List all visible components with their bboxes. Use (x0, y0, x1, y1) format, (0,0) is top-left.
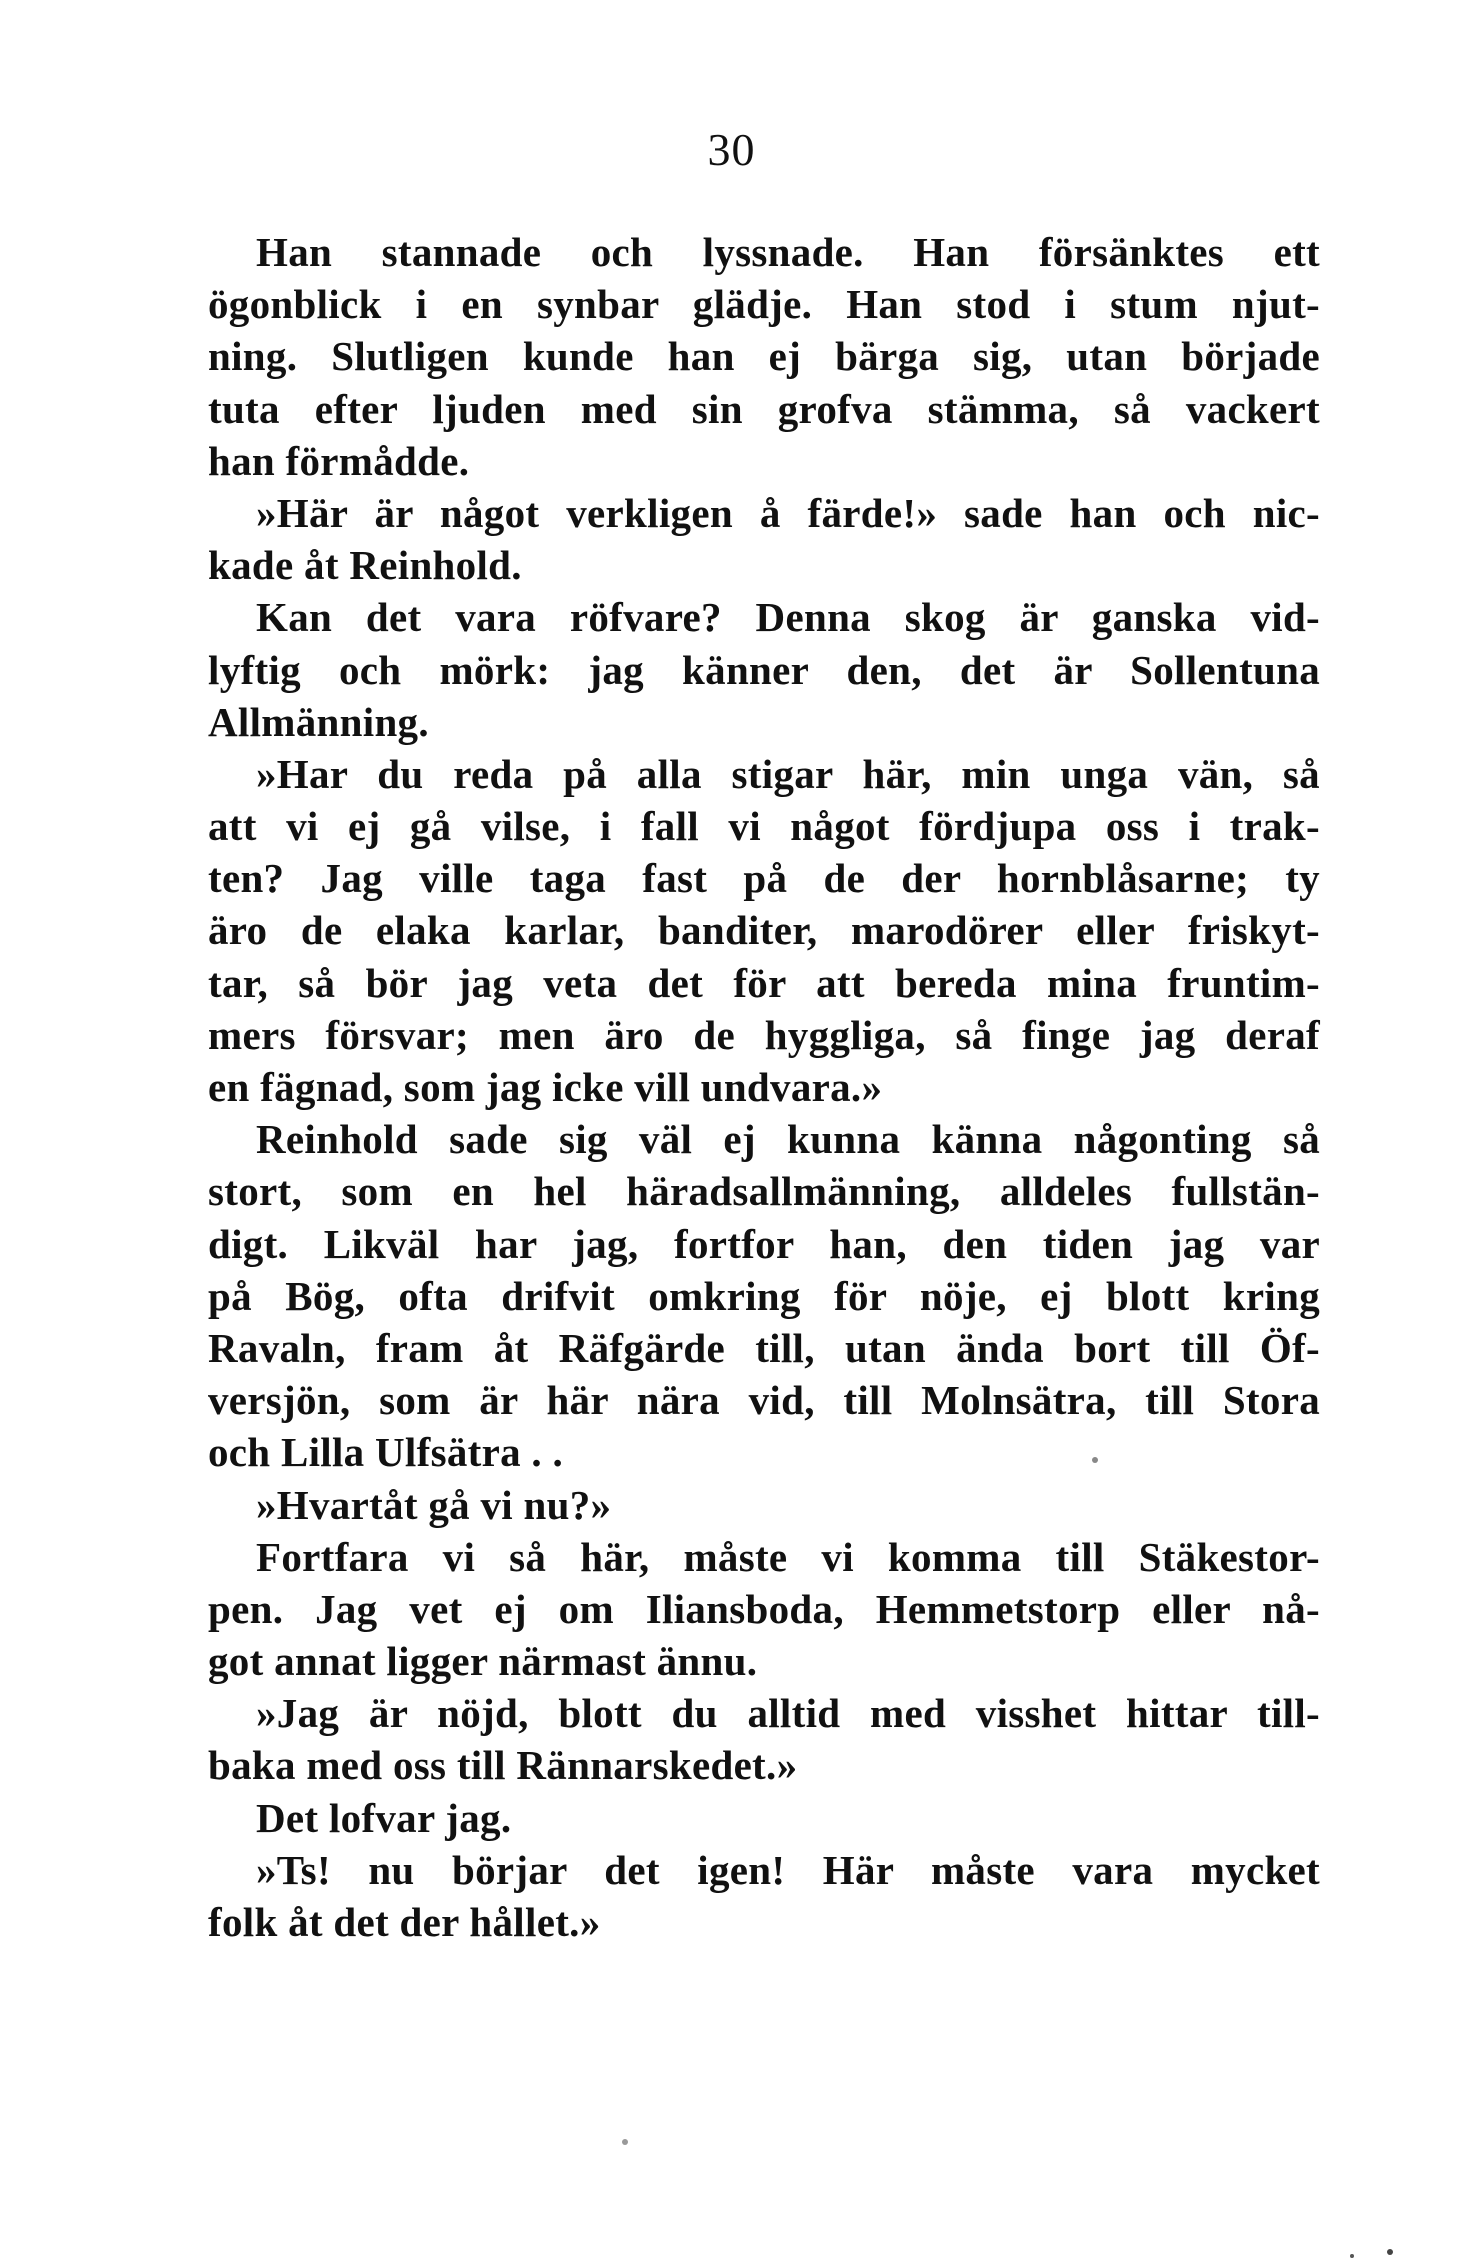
text-line: got annat ligger närmast ännu. (208, 1638, 758, 1685)
text-line: baka med oss till Rännarskedet.» (208, 1742, 798, 1789)
text-line: pen. Jag vet ej om Iliansboda, Hemmetstorp eller nå- (208, 1585, 1320, 1632)
text-line: »Jag är nöjd, blott du alltid med visshet hittar till- (256, 1690, 1320, 1737)
print-speck (622, 2139, 628, 2145)
text-line: Kan det vara röfvare? Denna skog är ganska vid- (256, 594, 1320, 641)
text-line: och Lilla Ulfsätra . . (208, 1429, 564, 1476)
text-line: folk åt det der hållet.» (208, 1899, 601, 1945)
text-line: versjön, som är här nära vid, till Molnsätra, till Stora (208, 1377, 1320, 1424)
text-line: äro de elaka karlar, banditer, marodörer eller friskyt- (208, 907, 1320, 954)
text-line: Fortfara vi så här, måste vi komma till Stäkestor- (256, 1533, 1320, 1580)
text-line: han förmådde. (208, 437, 470, 484)
text-line: »Hvartåt gå vi nu?» (256, 1481, 612, 1528)
text-line: en fägnad, som jag icke vill undvara.» (208, 1064, 883, 1110)
text-line: ten? Jag ville taga fast på de der hornblåsarne; ty (208, 855, 1320, 902)
text-line: kade åt Reinhold. (208, 542, 522, 589)
text-line: mers försvar; men äro de hyggliga, så finge jag deraf (208, 1011, 1320, 1058)
text-line: Han stannade och lyssnade. Han försänktes ett (256, 229, 1320, 275)
text-line: Det lofvar jag. (256, 1794, 512, 1841)
page-number: 30 (707, 124, 756, 175)
text-line: Reinhold sade sig väl ej kunna känna någonting så (256, 1116, 1320, 1163)
text-line: tuta efter ljuden med sin grofva stämma, så vackert (208, 385, 1320, 432)
text-line: stort, som en hel häradsallmänning, alldeles fullstän- (208, 1168, 1320, 1215)
text-line: »Har du reda på alla stigar här, min unga vän, så (256, 750, 1320, 797)
text-line: ning. Slutligen kunde han ej bärga sig, utan började (208, 333, 1320, 380)
text-line: lyftig och mörk: jag känner den, det är Sollentuna (208, 646, 1320, 693)
print-speck (1350, 2254, 1354, 2258)
text-line: Ravaln, fram åt Räfgärde till, utan ända bort till Öf- (208, 1324, 1320, 1371)
text-line: Allmänning. (208, 698, 429, 745)
text-line: tar, så bör jag veta det för att bereda mina fruntim- (208, 959, 1320, 1006)
text-line: »Ts! nu börjar det igen! Här måste vara mycket (256, 1846, 1320, 1893)
print-speck (1092, 1457, 1098, 1463)
text-line: »Här är något verkligen å färde!» sade han och nic- (256, 489, 1320, 536)
text-line: att vi ej gå vilse, i fall vi något fördjupa oss i trak- (208, 803, 1320, 850)
text-line: på Bög, ofta drifvit omkring för nöje, ej blott kring (208, 1272, 1320, 1319)
text-line: ögonblick i en synbar glädje. Han stod i stum njut- (208, 281, 1320, 328)
print-speck (1387, 2249, 1393, 2255)
text-line: digt. Likväl har jag, fortfor han, den tiden jag var (208, 1220, 1320, 1267)
